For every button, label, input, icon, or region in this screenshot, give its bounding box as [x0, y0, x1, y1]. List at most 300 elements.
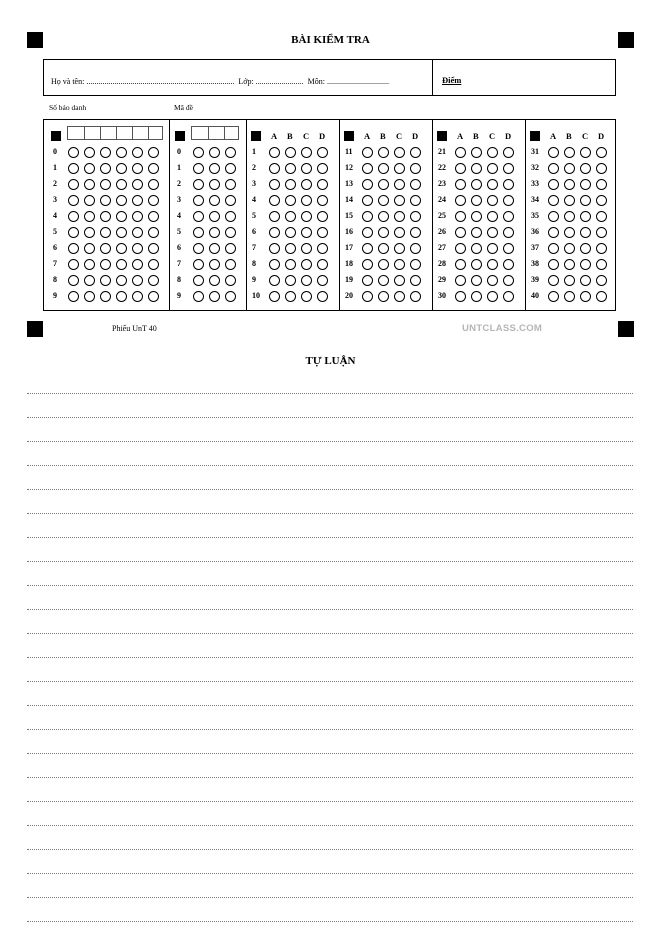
answer-bubble[interactable] [548, 227, 559, 238]
answer-bubble[interactable] [455, 211, 466, 222]
answer-bubble[interactable] [503, 179, 514, 190]
student-id-bubble[interactable] [68, 163, 79, 174]
answer-bubble[interactable] [548, 291, 559, 302]
answer-bubble[interactable] [596, 179, 607, 190]
answer-bubble[interactable] [362, 179, 373, 190]
answer-bubble[interactable] [317, 147, 328, 158]
answer-bubble[interactable] [301, 163, 312, 174]
student-id-bubble[interactable] [100, 211, 111, 222]
student-id-bubble[interactable] [68, 291, 79, 302]
exam-code-write-box[interactable] [191, 126, 239, 140]
student-id-bubble[interactable] [68, 147, 79, 158]
answer-bubble[interactable] [378, 259, 389, 270]
column-separator [525, 120, 526, 310]
answer-bubble[interactable] [487, 243, 498, 254]
answer-bubble[interactable] [580, 211, 591, 222]
answer-bubble[interactable] [580, 195, 591, 206]
digit-label: 4 [53, 211, 57, 220]
answer-bubble[interactable] [394, 275, 405, 286]
answer-bubble[interactable] [378, 227, 389, 238]
answer-bubble[interactable] [410, 243, 421, 254]
student-id-bubble[interactable] [84, 243, 95, 254]
exam-code-bubble[interactable] [225, 275, 236, 286]
answer-bubble[interactable] [362, 227, 373, 238]
answer-bubble[interactable] [471, 275, 482, 286]
question-number: 3 [252, 179, 256, 188]
answer-bubble[interactable] [455, 275, 466, 286]
answer-bubble[interactable] [580, 163, 591, 174]
student-id-bubble[interactable] [116, 243, 127, 254]
question-number: 24 [438, 195, 446, 204]
student-id-bubble[interactable] [100, 291, 111, 302]
answer-bubble[interactable] [410, 163, 421, 174]
answer-bubble[interactable] [596, 147, 607, 158]
student-id-bubble[interactable] [116, 227, 127, 238]
answer-bubble[interactable] [317, 163, 328, 174]
cell-divider [224, 127, 225, 139]
answer-bubble[interactable] [394, 195, 405, 206]
student-id-bubble[interactable] [100, 243, 111, 254]
exam-code-bubble[interactable] [225, 227, 236, 238]
answer-bubble[interactable] [487, 195, 498, 206]
answer-bubble[interactable] [410, 227, 421, 238]
answer-bubble[interactable] [455, 227, 466, 238]
answer-bubble[interactable] [596, 211, 607, 222]
exam-code-bubble[interactable] [225, 291, 236, 302]
student-id-bubble[interactable] [84, 195, 95, 206]
exam-code-bubble[interactable] [209, 179, 220, 190]
exam-code-bubble[interactable] [193, 147, 204, 158]
exam-code-bubble[interactable] [209, 195, 220, 206]
answer-bubble[interactable] [378, 163, 389, 174]
answer-bubble[interactable] [503, 291, 514, 302]
answer-bubble[interactable] [596, 291, 607, 302]
answer-bubble[interactable] [394, 227, 405, 238]
answer-bubble[interactable] [394, 259, 405, 270]
student-id-bubble[interactable] [68, 259, 79, 270]
answer-bubble[interactable] [487, 147, 498, 158]
answer-bubble[interactable] [378, 211, 389, 222]
answer-bubble[interactable] [580, 259, 591, 270]
answer-bubble[interactable] [378, 275, 389, 286]
answer-bubble[interactable] [503, 259, 514, 270]
answer-bubble[interactable] [285, 259, 296, 270]
answer-bubble[interactable] [471, 163, 482, 174]
student-id-bubble[interactable] [132, 243, 143, 254]
answer-bubble[interactable] [362, 259, 373, 270]
student-id-bubble[interactable] [100, 227, 111, 238]
answer-bubble[interactable] [317, 179, 328, 190]
answer-bubble[interactable] [548, 275, 559, 286]
exam-code-bubble[interactable] [193, 227, 204, 238]
answer-bubble[interactable] [378, 147, 389, 158]
student-id-bubble[interactable] [68, 195, 79, 206]
answer-bubble[interactable] [564, 179, 575, 190]
answer-bubble[interactable] [503, 195, 514, 206]
answer-bubble[interactable] [487, 211, 498, 222]
essay-line [27, 921, 633, 922]
student-id-bubble[interactable] [100, 195, 111, 206]
student-id-bubble[interactable] [132, 259, 143, 270]
question-number: 32 [531, 163, 539, 172]
answer-bubble[interactable] [410, 195, 421, 206]
question-number: 37 [531, 243, 539, 252]
answer-bubble[interactable] [285, 243, 296, 254]
answer-bubble[interactable] [580, 227, 591, 238]
question-number: 15 [345, 211, 353, 220]
answer-bubble[interactable] [596, 195, 607, 206]
student-id-bubble[interactable] [116, 147, 127, 158]
answer-bubble[interactable] [455, 243, 466, 254]
student-id-bubble[interactable] [116, 163, 127, 174]
answer-bubble[interactable] [394, 291, 405, 302]
student-id-bubble[interactable] [148, 179, 159, 190]
answer-bubble[interactable] [362, 291, 373, 302]
subject-field[interactable]: ............................... [327, 77, 390, 86]
exam-code-bubble[interactable] [193, 179, 204, 190]
answer-bubble[interactable] [269, 259, 280, 270]
answer-bubble[interactable] [394, 243, 405, 254]
exam-code-bubble[interactable] [225, 211, 236, 222]
exam-code-bubble[interactable] [193, 243, 204, 254]
answer-bubble[interactable] [564, 147, 575, 158]
answer-bubble[interactable] [564, 259, 575, 270]
digit-label: 3 [53, 195, 57, 204]
answer-bubble[interactable] [471, 211, 482, 222]
answer-bubble[interactable] [269, 179, 280, 190]
exam-code-bubble[interactable] [193, 163, 204, 174]
exam-code-bubble[interactable] [193, 211, 204, 222]
answer-bubble[interactable] [394, 163, 405, 174]
name-label: Họ và tên: [51, 77, 85, 86]
answer-bubble[interactable] [596, 227, 607, 238]
answer-bubble[interactable] [285, 227, 296, 238]
student-id-bubble[interactable] [132, 147, 143, 158]
answer-bubble[interactable] [410, 179, 421, 190]
answer-bubble[interactable] [269, 291, 280, 302]
student-id-bubble[interactable] [116, 259, 127, 270]
student-id-bubble[interactable] [132, 275, 143, 286]
question-number: 11 [345, 147, 353, 156]
student-id-bubble[interactable] [84, 291, 95, 302]
cell-divider [148, 127, 149, 139]
answer-letter-header: B [287, 131, 293, 141]
student-id-bubble[interactable] [116, 179, 127, 190]
student-id-bubble[interactable] [132, 291, 143, 302]
student-id-bubble[interactable] [148, 147, 159, 158]
timing-mark [251, 131, 261, 141]
answer-bubble[interactable] [317, 195, 328, 206]
student-id-bubble[interactable] [84, 179, 95, 190]
student-id-bubble[interactable] [132, 195, 143, 206]
question-number: 1 [252, 147, 256, 156]
student-id-bubble[interactable] [68, 227, 79, 238]
question-number: 7 [252, 243, 256, 252]
answer-bubble[interactable] [471, 259, 482, 270]
answer-bubble[interactable] [455, 163, 466, 174]
student-id-bubble[interactable] [132, 179, 143, 190]
answer-bubble[interactable] [564, 291, 575, 302]
answer-bubble[interactable] [503, 227, 514, 238]
answer-bubble[interactable] [548, 179, 559, 190]
answer-bubble[interactable] [317, 211, 328, 222]
student-id-bubble[interactable] [116, 195, 127, 206]
student-id-bubble[interactable] [84, 259, 95, 270]
info-divider [432, 60, 433, 95]
answer-bubble[interactable] [503, 211, 514, 222]
answer-bubble[interactable] [548, 195, 559, 206]
answer-bubble[interactable] [301, 195, 312, 206]
answer-bubble[interactable] [487, 275, 498, 286]
exam-code-bubble[interactable] [193, 275, 204, 286]
student-id-bubble[interactable] [68, 243, 79, 254]
answer-bubble[interactable] [455, 147, 466, 158]
exam-code-bubble[interactable] [209, 243, 220, 254]
timing-mark [344, 131, 354, 141]
question-number: 14 [345, 195, 353, 204]
student-id-bubble[interactable] [148, 291, 159, 302]
answer-bubble[interactable] [285, 275, 296, 286]
question-number: 16 [345, 227, 353, 236]
question-number: 29 [438, 275, 446, 284]
answer-bubble[interactable] [394, 147, 405, 158]
exam-code-bubble[interactable] [209, 147, 220, 158]
student-id-bubble[interactable] [148, 227, 159, 238]
answer-bubble[interactable] [317, 243, 328, 254]
student-id-bubble[interactable] [100, 147, 111, 158]
answer-bubble[interactable] [269, 275, 280, 286]
student-id-bubble[interactable] [132, 211, 143, 222]
answer-letter-header: C [489, 131, 496, 141]
answer-bubble[interactable] [564, 163, 575, 174]
answer-bubble[interactable] [378, 243, 389, 254]
essay-line [27, 897, 633, 898]
answer-bubble[interactable] [269, 195, 280, 206]
answer-bubble[interactable] [269, 227, 280, 238]
answer-bubble[interactable] [269, 163, 280, 174]
question-number: 40 [531, 291, 539, 300]
brand-watermark: UNTCLASS.COM [462, 323, 543, 334]
answer-letter-header: B [473, 131, 479, 141]
student-id-bubble[interactable] [84, 227, 95, 238]
answer-bubble[interactable] [301, 227, 312, 238]
answer-bubble[interactable] [410, 147, 421, 158]
student-id-write-box[interactable] [67, 126, 163, 140]
answer-bubble[interactable] [487, 291, 498, 302]
answer-bubble[interactable] [471, 291, 482, 302]
answer-bubble[interactable] [269, 243, 280, 254]
answer-bubble[interactable] [410, 259, 421, 270]
answer-bubble[interactable] [394, 211, 405, 222]
answer-bubble[interactable] [503, 147, 514, 158]
student-id-bubble[interactable] [148, 275, 159, 286]
answer-bubble[interactable] [455, 259, 466, 270]
essay-line [27, 777, 633, 778]
answer-bubble[interactable] [317, 275, 328, 286]
answer-bubble[interactable] [503, 163, 514, 174]
answer-bubble[interactable] [580, 179, 591, 190]
exam-code-bubble[interactable] [225, 243, 236, 254]
answer-bubble[interactable] [580, 291, 591, 302]
essay-line [27, 825, 633, 826]
answer-bubble[interactable] [487, 179, 498, 190]
answer-letter-header: B [380, 131, 386, 141]
exam-code-bubble[interactable] [209, 211, 220, 222]
answer-bubble[interactable] [471, 227, 482, 238]
student-id-bubble[interactable] [148, 243, 159, 254]
answer-bubble[interactable] [596, 163, 607, 174]
answer-bubble[interactable] [564, 275, 575, 286]
student-id-bubble[interactable] [68, 211, 79, 222]
form-name: Phiếu UnT 40 [112, 324, 157, 333]
student-id-bubble[interactable] [84, 275, 95, 286]
answer-bubble[interactable] [580, 243, 591, 254]
answer-bubble[interactable] [285, 291, 296, 302]
answer-bubble[interactable] [362, 243, 373, 254]
student-id-bubble[interactable] [148, 163, 159, 174]
answer-bubble[interactable] [285, 163, 296, 174]
answer-bubble[interactable] [564, 227, 575, 238]
answer-letter-header: A [550, 131, 557, 141]
answer-bubble[interactable] [362, 195, 373, 206]
answer-bubble[interactable] [410, 275, 421, 286]
answer-bubble[interactable] [285, 147, 296, 158]
answer-bubble[interactable] [378, 179, 389, 190]
exam-code-bubble[interactable] [209, 275, 220, 286]
answer-bubble[interactable] [301, 243, 312, 254]
answer-bubble[interactable] [269, 211, 280, 222]
answer-bubble[interactable] [596, 259, 607, 270]
exam-code-bubble[interactable] [193, 195, 204, 206]
exam-code-bubble[interactable] [209, 291, 220, 302]
class-field[interactable]: ........................ [255, 77, 304, 86]
answer-bubble[interactable] [362, 147, 373, 158]
answer-bubble[interactable] [269, 147, 280, 158]
answer-bubble[interactable] [317, 227, 328, 238]
exam-code-bubble[interactable] [225, 179, 236, 190]
answer-bubble[interactable] [301, 259, 312, 270]
exam-code-bubble[interactable] [209, 227, 220, 238]
student-id-bubble[interactable] [68, 179, 79, 190]
answer-bubble[interactable] [487, 227, 498, 238]
answer-bubble[interactable] [362, 211, 373, 222]
answer-bubble[interactable] [362, 163, 373, 174]
question-number: 18 [345, 259, 353, 268]
answer-bubble[interactable] [455, 179, 466, 190]
answer-letter-header: C [582, 131, 589, 141]
answer-bubble[interactable] [301, 147, 312, 158]
timing-mark [51, 131, 61, 141]
answer-bubble[interactable] [317, 291, 328, 302]
answer-bubble[interactable] [548, 243, 559, 254]
answer-bubble[interactable] [471, 179, 482, 190]
student-id-bubble[interactable] [116, 275, 127, 286]
exam-code-bubble[interactable] [209, 259, 220, 270]
student-id-bubble[interactable] [148, 259, 159, 270]
answer-bubble[interactable] [548, 211, 559, 222]
question-number: 38 [531, 259, 539, 268]
answer-bubble[interactable] [301, 179, 312, 190]
digit-label: 6 [177, 243, 181, 252]
answer-bubble[interactable] [487, 259, 498, 270]
essay-line [27, 705, 633, 706]
answer-bubble[interactable] [301, 211, 312, 222]
student-id-bubble[interactable] [84, 147, 95, 158]
question-number: 35 [531, 211, 539, 220]
student-id-bubble[interactable] [132, 163, 143, 174]
answer-bubble[interactable] [580, 147, 591, 158]
student-id-bubble[interactable] [116, 291, 127, 302]
answer-bubble[interactable] [301, 275, 312, 286]
answer-bubble[interactable] [471, 147, 482, 158]
question-number: 34 [531, 195, 539, 204]
answer-bubble[interactable] [455, 291, 466, 302]
answer-bubble[interactable] [503, 243, 514, 254]
student-id-bubble[interactable] [116, 211, 127, 222]
answer-bubble[interactable] [471, 243, 482, 254]
answer-bubble[interactable] [378, 291, 389, 302]
answer-bubble[interactable] [503, 275, 514, 286]
exam-code-bubble[interactable] [225, 195, 236, 206]
answer-bubble[interactable] [471, 195, 482, 206]
answer-bubble[interactable] [564, 243, 575, 254]
exam-code-bubble[interactable] [193, 259, 204, 270]
answer-bubble[interactable] [455, 195, 466, 206]
essay-line [27, 633, 633, 634]
student-id-bubble[interactable] [148, 211, 159, 222]
answer-letter-header: D [505, 131, 512, 141]
exam-code-bubble[interactable] [209, 163, 220, 174]
exam-code-bubble[interactable] [193, 291, 204, 302]
alignment-marker-bottom-right [618, 321, 634, 337]
answer-bubble[interactable] [362, 275, 373, 286]
answer-bubble[interactable] [580, 275, 591, 286]
student-id-bubble[interactable] [100, 275, 111, 286]
answer-bubble[interactable] [285, 195, 296, 206]
cell-divider [100, 127, 101, 139]
student-id-bubble[interactable] [100, 163, 111, 174]
answer-bubble[interactable] [564, 211, 575, 222]
exam-code-bubble[interactable] [225, 163, 236, 174]
answer-bubble[interactable] [410, 291, 421, 302]
answer-bubble[interactable] [548, 147, 559, 158]
exam-code-bubble[interactable] [225, 147, 236, 158]
student-id-bubble[interactable] [84, 163, 95, 174]
answer-bubble[interactable] [596, 243, 607, 254]
student-id-bubble[interactable] [100, 179, 111, 190]
answer-bubble[interactable] [487, 163, 498, 174]
student-id-bubble[interactable] [132, 227, 143, 238]
cell-divider [116, 127, 117, 139]
student-id-bubble[interactable] [100, 259, 111, 270]
exam-code-bubble[interactable] [225, 259, 236, 270]
answer-bubble[interactable] [301, 291, 312, 302]
student-id-bubble[interactable] [68, 275, 79, 286]
answer-bubble[interactable] [317, 259, 328, 270]
name-field[interactable]: .......................................................................... [86, 77, 235, 86]
answer-bubble[interactable] [564, 195, 575, 206]
answer-bubble[interactable] [548, 163, 559, 174]
answer-bubble[interactable] [410, 211, 421, 222]
answer-bubble[interactable] [596, 275, 607, 286]
answer-bubble[interactable] [285, 179, 296, 190]
student-id-bubble[interactable] [84, 211, 95, 222]
answer-bubble[interactable] [394, 179, 405, 190]
student-id-bubble[interactable] [148, 195, 159, 206]
answer-bubble[interactable] [548, 259, 559, 270]
answer-bubble[interactable] [378, 195, 389, 206]
answer-bubble[interactable] [285, 211, 296, 222]
